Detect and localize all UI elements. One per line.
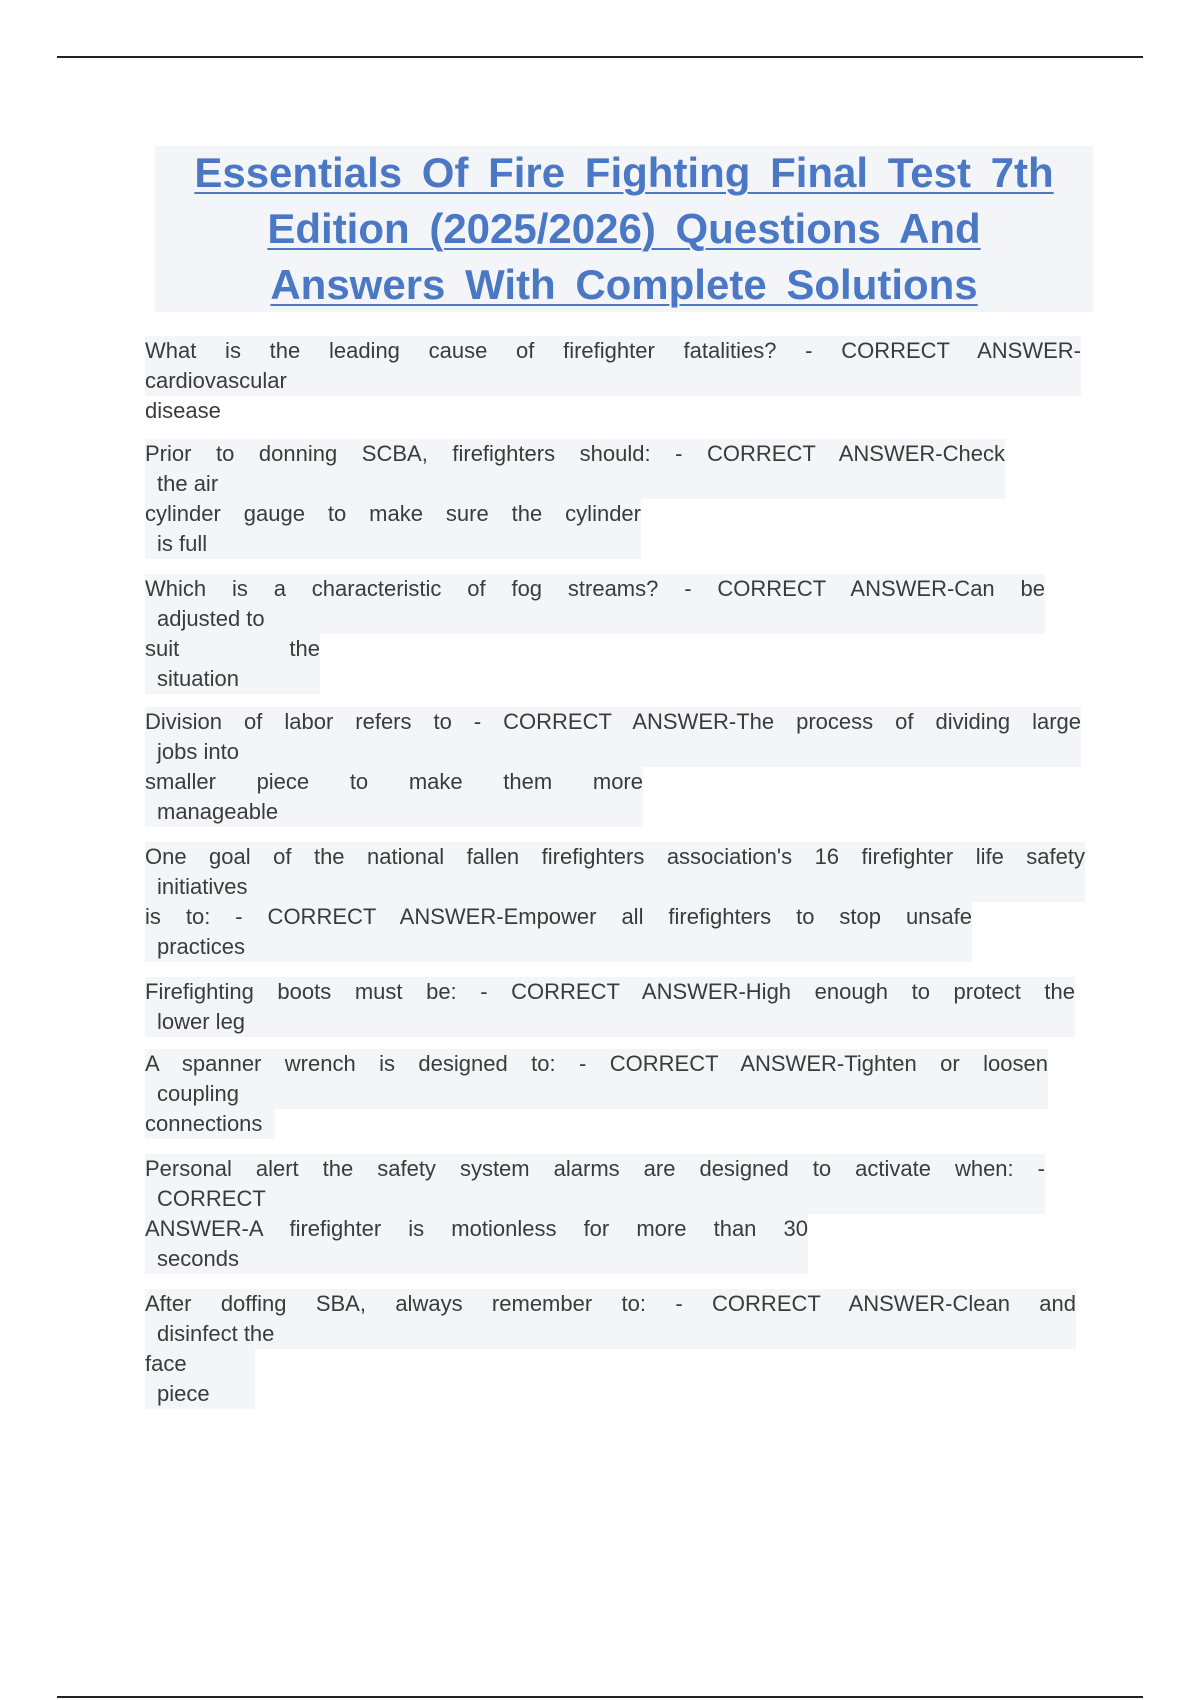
qa-line: disinfect the — [145, 1319, 1076, 1349]
qa-line: is full — [145, 529, 641, 559]
qa-line: A spanner wrench is designed to: - CORRECT ANSWER-Tighten or loosen — [145, 1049, 1048, 1079]
qa-line: suit the — [145, 634, 320, 664]
qa-line: practices — [145, 932, 972, 962]
qa-line: smaller piece to make them more — [145, 767, 643, 797]
qa-line: coupling — [145, 1079, 1048, 1109]
qa-line: After doffing SBA, always remember to: - CORRECT ANSWER-Clean and — [145, 1289, 1076, 1319]
qa-line: Division of labor refers to - CORRECT ANSWER-The process of dividing large — [145, 707, 1081, 737]
qa-line: manageable — [145, 797, 643, 827]
document-title — [155, 146, 1093, 312]
qa-line: jobs into — [145, 737, 1081, 767]
qa-line: CORRECT — [145, 1184, 1045, 1214]
header-rule — [57, 56, 1143, 58]
qa-line: cardiovascular — [145, 366, 1081, 396]
qa-line: the air — [145, 469, 1005, 499]
qa-line: Personal alert the safety system alarms are designed to activate when: - — [145, 1154, 1045, 1184]
qa-line: connections — [145, 1109, 275, 1139]
qa-line: seconds — [145, 1244, 808, 1274]
qa-line: situation — [145, 664, 320, 694]
qa-line: Which is a characteristic of fog streams? - CORRECT ANSWER-Can be — [145, 574, 1045, 604]
qa-item — [145, 1289, 1076, 1409]
qa-item — [145, 977, 1075, 1037]
qa-item — [145, 1049, 1048, 1139]
qa-item — [145, 707, 1081, 827]
qa-item — [145, 439, 1005, 559]
qa-line: cylinder gauge to make sure the cylinder — [145, 499, 641, 529]
title-line[interactable]: Essentials Of Fire Fighting Final Test 7th — [194, 149, 1054, 196]
qa-line: is to: - CORRECT ANSWER-Empower all firefighters to stop unsafe — [145, 902, 972, 932]
qa-item — [145, 842, 1085, 962]
qa-line: Firefighting boots must be: - CORRECT ANSWER-High enough to protect the — [145, 977, 1075, 1007]
qa-line: Prior to donning SCBA, firefighters should: - CORRECT ANSWER-Check — [145, 439, 1005, 469]
qa-line: face — [145, 1349, 255, 1379]
qa-item — [145, 574, 1045, 694]
title-line[interactable]: Answers With Complete Solutions — [270, 261, 978, 308]
title-line[interactable]: Edition (2025/2026) Questions And — [267, 205, 981, 252]
qa-line: adjusted to — [145, 604, 1045, 634]
qa-line: One goal of the national fallen firefighters association's 16 firefighter life safety — [145, 842, 1085, 872]
qa-line: ANSWER-A firefighter is motionless for more than 30 — [145, 1214, 808, 1244]
qa-line: lower leg — [145, 1007, 1075, 1037]
qa-item — [145, 1154, 1045, 1274]
qa-item — [145, 336, 1081, 426]
footer-rule — [57, 1696, 1143, 1698]
qa-line: initiatives — [145, 872, 1085, 902]
qa-line: piece — [145, 1379, 255, 1409]
qa-line: What is the leading cause of firefighter fatalities? - CORRECT ANSWER- — [145, 336, 1081, 366]
qa-line: disease — [145, 398, 221, 423]
